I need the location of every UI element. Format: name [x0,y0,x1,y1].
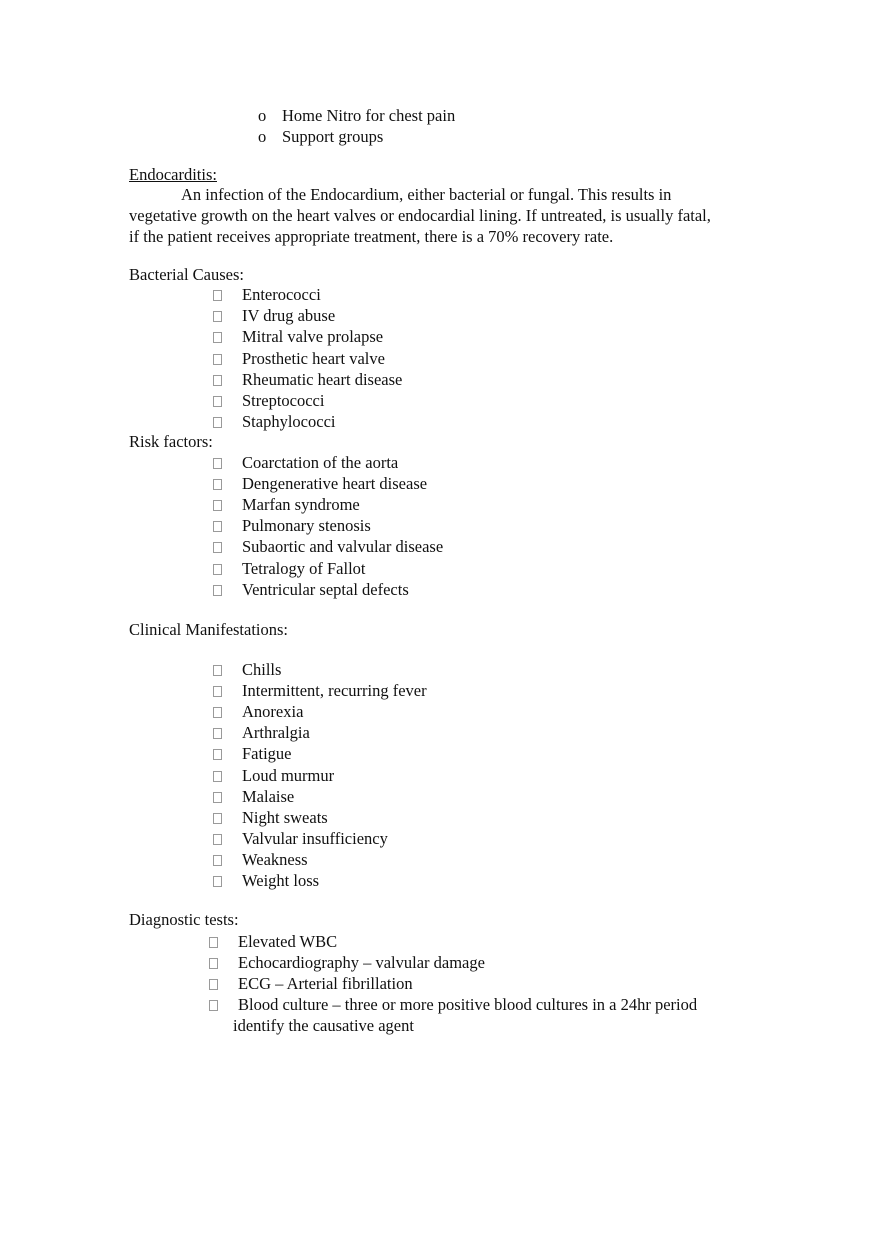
square-bullet-icon [213,564,222,575]
square-bullet-icon [213,686,222,697]
square-bullet-icon [213,707,222,718]
risk-factors-heading: Risk factors: [129,432,213,451]
square-bullet-icon [213,521,222,532]
top-bullet-item [258,127,266,147]
clinical-manifestations-heading: Clinical Manifestations: [129,620,289,639]
list-item-text: Loud murmur [242,765,335,785]
square-bullet-icon [213,354,222,365]
list-item-text: Arthralgia [242,723,310,743]
square-bullet-icon [213,417,222,428]
square-bullet-icon [213,792,222,803]
square-bullet-icon [213,665,222,676]
square-bullet-icon [213,500,222,511]
diagnostic-continuation: identify the causative agent [233,1016,414,1035]
list-item-text: Coarctation of the aorta [242,453,399,472]
list-item-text: Fatigue [242,744,292,764]
square-bullet-icon [213,813,222,824]
list-item-text: Blood culture – three or more positive blood cultures in a 24hr period [238,995,698,1015]
list-item-text: Subaortic and valvular disease [242,537,444,557]
diagnostic-tests-heading: Diagnostic tests: [129,910,239,929]
paragraph-line: An infection of the Endocardium, either bacterial or fungal. This results in [181,185,672,204]
square-bullet-icon [209,1000,218,1011]
list-item-text: Valvular insufficiency [242,828,388,848]
square-bullet-icon [213,876,222,887]
top-bullet-item [258,106,266,126]
square-bullet-icon [209,958,218,969]
list-item-text: Pulmonary stenosis [242,516,371,536]
list-item-text: Intermittent, recurring fever [242,681,427,701]
square-bullet-icon [213,479,222,490]
bacterial-causes-heading: Bacterial Causes: [129,265,245,284]
square-bullet-icon [213,771,222,782]
list-item-text: Prosthetic heart valve [242,348,385,368]
square-bullet-icon [213,375,222,386]
square-bullet-icon [213,332,222,343]
square-bullet-icon [209,937,218,948]
square-bullet-icon [213,585,222,596]
square-bullet-icon [213,290,222,301]
top-bullet-text: Home Nitro for chest pain [282,106,456,125]
square-bullet-icon [213,855,222,866]
list-item-text: Ventricular septal defects [242,579,409,599]
list-item-text: Tetralogy of Fallot [242,558,366,578]
bullet-marker: o [258,127,267,146]
square-bullet-icon [213,728,222,739]
bullet-marker: o [258,106,267,125]
list-item-text: ECG – Arterial fibrillation [238,974,413,994]
square-bullet-icon [213,542,222,553]
list-item-text: Weakness [242,849,308,869]
list-item-text: Staphylococci [242,412,336,432]
paragraph-line: vegetative growth on the heart valves or endocardial lining. If untreated, is usually fatal, [129,206,711,225]
endocarditis-heading: Endocarditis: [129,165,217,184]
square-bullet-icon [213,311,222,322]
list-item-text: Dengenerative heart disease [242,474,428,494]
list-item-text: Anorexia [242,702,304,722]
list-item-text: Malaise [242,786,295,806]
list-item-text: Enterococci [242,285,321,304]
square-bullet-icon [213,834,222,845]
list-item-text: Marfan syndrome [242,495,360,515]
square-bullet-icon [213,458,222,469]
list-item-text: Streptococci [242,391,325,410]
square-bullet-icon [209,979,218,990]
square-bullet-icon [213,396,222,407]
list-item-text: IV drug abuse [242,306,336,326]
list-item-text: Chills [242,660,282,679]
paragraph-line: if the patient receives appropriate treatment, there is a 70% recovery rate. [129,227,614,246]
list-item-text: Mitral valve prolapse [242,327,384,347]
top-bullet-text: Support groups [282,127,384,146]
list-item-text: Night sweats [242,807,328,827]
list-item-text: Weight loss [242,871,320,890]
square-bullet-icon [213,749,222,760]
list-item-text: Elevated WBC [238,932,338,951]
list-item-text: Echocardiography – valvular damage [238,953,485,973]
list-item-text: Rheumatic heart disease [242,369,403,389]
